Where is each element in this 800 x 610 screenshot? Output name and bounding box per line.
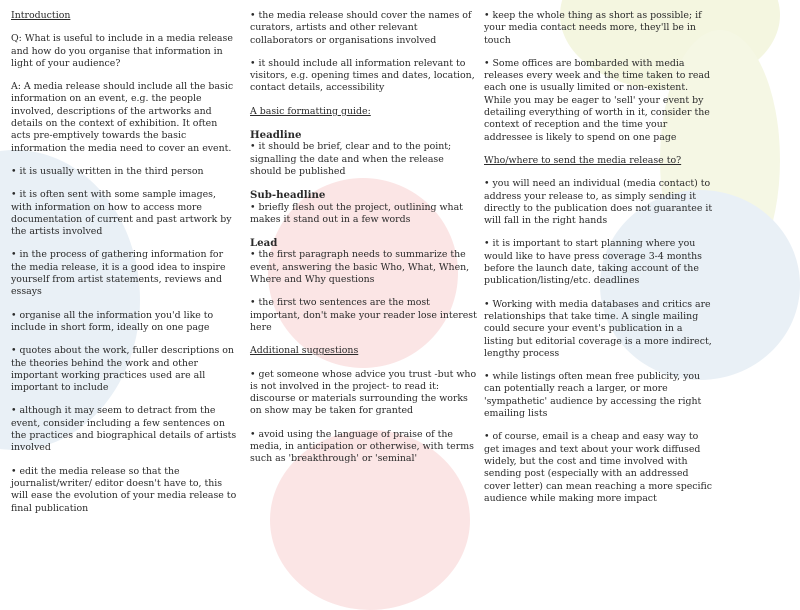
lead-text-2: • the first two sentences are the most important, don't make your reader lose interest here bbox=[250, 297, 477, 333]
answer-paragraph: A: A media release should include all the basic information on an event, e.g. the people involved, descriptions of the artworks and details on the context of exhibition. It often acts pre-emptively towards the basic information the media need to cover an event. bbox=[11, 81, 234, 154]
column-2 bbox=[250, 10, 478, 505]
list-item: • get someone whose advice you trust -but who is not involved in the project- to read it: discourse or materials surrounding the works on show may be taken for granted bbox=[250, 368, 477, 417]
list-item: • it should include all information relevant to visitors, e.g. opening times and dates, location, contact details, accessibility bbox=[250, 57, 475, 94]
list-item: • keep the whole thing as short as possible; if your media contact needs more, they'll be in touch bbox=[484, 10, 702, 46]
list-item: • while listings often mean free publicity, you can potentially reach a larger, or more 'sympathetic' audience by accessing the right emailing lists bbox=[484, 371, 702, 420]
who-where-heading: Who/where to send the media release to? bbox=[484, 154, 682, 166]
list-item: • the media release should cover the names of curators, artists and other relevant collaborators or organisations involved bbox=[250, 10, 472, 46]
list-item: • quotes about the work, fuller descriptions on the theories behind the work and other important working practices used are all important to include bbox=[11, 345, 234, 394]
headline-title: Headline bbox=[250, 129, 302, 142]
list-item: • in the process of gathering information for the media release, it is a good idea to inspire yourself from artist statements, reviews and essays bbox=[11, 249, 226, 298]
column-3 bbox=[484, 10, 714, 505]
list-item: • organise all the information you'd like to include in short form, ideally on one page bbox=[11, 309, 214, 333]
subheadline-text: • briefly flesh out the project, outlining what makes it stand out in a few words bbox=[250, 201, 463, 225]
headline-text: • it should be brief, clear and to the point; signalling the date and when the release should be published bbox=[250, 141, 452, 177]
list-item: • of course, email is a cheap and easy way to get images and text about your work diffused widely, but the cost and time involved with sending post (especially with an addressed cover letter) can mean reaching a more specific audience while making more impact bbox=[484, 431, 713, 504]
list-item: • Working with media databases and critics are relationships that take time. A single mailing could secure your event's publication in a listing but editorial coverage is a more indirect, lengthy process bbox=[484, 298, 712, 359]
lead-text-1: • the first paragraph needs to summarize the event, answering the basic Who, What, When, Where and Why questions bbox=[250, 249, 470, 286]
introduction-heading: Introduction bbox=[11, 10, 71, 21]
list-item: • you will need an individual (media contact) to address your release to, as simply sending it directly to the publication does not guarantee it will fall in the right hands bbox=[484, 178, 713, 227]
additional-suggestions-heading: Additional suggestions bbox=[250, 345, 359, 357]
list-item: • it is usually written in the third person bbox=[11, 165, 204, 177]
list-item: • edit the media release so that the journalist/writer/ editor doesn't have to, this will ease the evolution of your media release to final publication bbox=[11, 465, 237, 514]
list-item: • it is often sent with some sample images, with information on how to access more documentation of current and past artwork by the artists involved bbox=[11, 189, 232, 238]
lead-title: Lead bbox=[250, 237, 278, 250]
list-item: • although it may seem to detract from the event, consider including a few sentences on the practices and biographical details of artists involved bbox=[11, 405, 237, 454]
list-item: • it is important to start planning where you would like to have press coverage 3-4 months before the launch date, taking account of the publication/listing/etc. deadlines bbox=[484, 238, 702, 287]
list-item: • avoid using the language of praise of the media, in anticipation or otherwise, with terms such as 'breakthrough' or 'seminal' bbox=[250, 428, 474, 465]
subheadline-title: Sub-headline bbox=[250, 189, 326, 202]
list-item: • Some offices are bombarded with media releases every week and the time taken to read each one is usually limited or non-existent. While you may be eager to 'sell' your event by detailing everything of worth in it, consider the context of reception and the time your addressee is likely to spend on one page bbox=[484, 57, 710, 143]
column-1 bbox=[11, 10, 239, 514]
question-paragraph: Q: What is useful to include in a media release and how do you organise that information in light of your audience? bbox=[11, 33, 233, 69]
formatting-guide-heading: A basic formatting guide: bbox=[250, 105, 371, 117]
